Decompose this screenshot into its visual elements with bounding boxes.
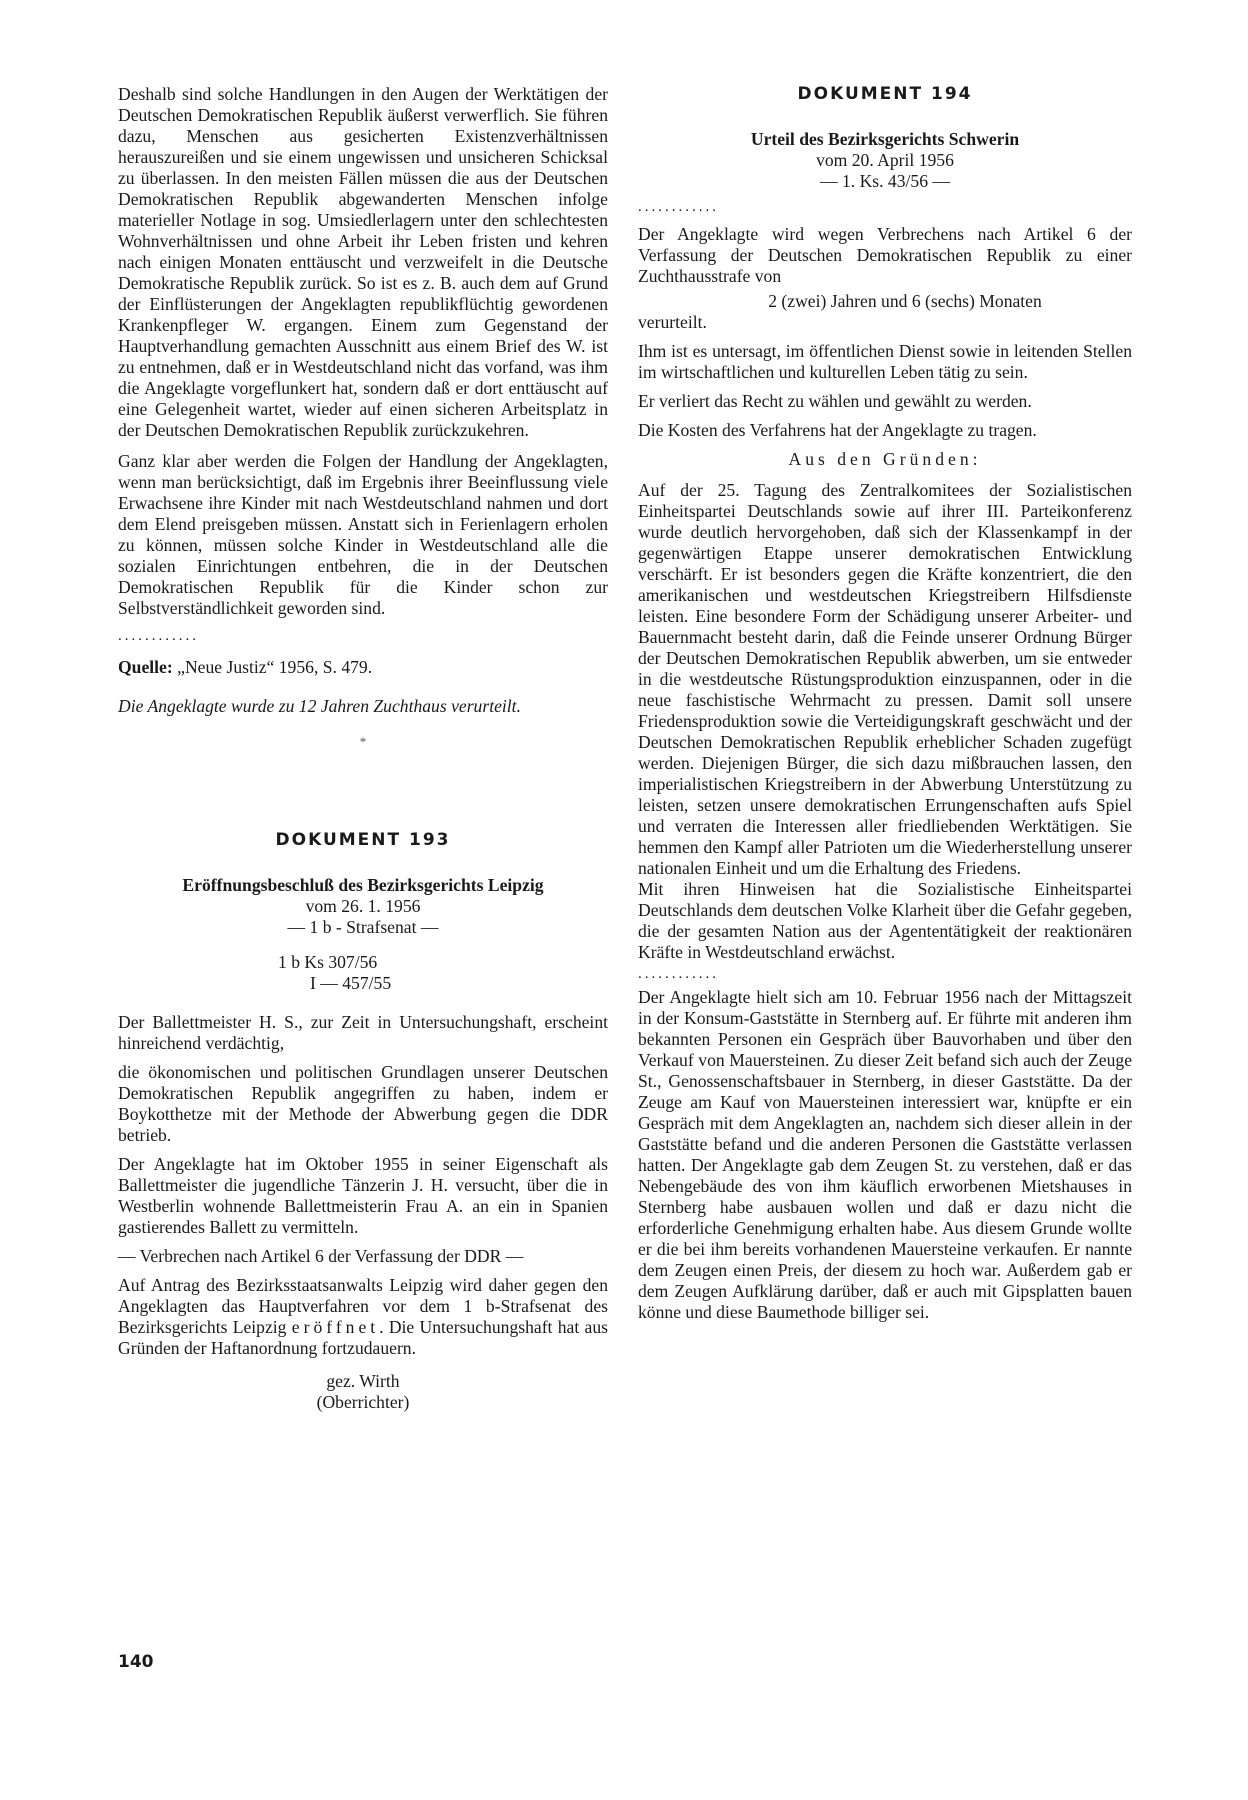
- paragraph: verurteilt.: [638, 312, 707, 332]
- paragraph: Die Kosten des Verfahrens hat der Angeklagte zu tragen.: [638, 420, 1037, 440]
- court-title: Eröffnungsbeschluß des Bezirksgerichts Leipzig: [182, 875, 544, 895]
- paragraph: Er verliert das Recht zu wählen und gewählt zu werden.: [638, 391, 1032, 411]
- source-label: Quelle:: [118, 657, 173, 677]
- paragraph: Ihm ist es untersagt, im öffentlichen Dienst sowie in leitenden Stellen im wirtschaftlichen und kulturellen Leben tätig zu sein.: [638, 341, 1132, 382]
- signature-title: (Oberrichter): [316, 1392, 410, 1412]
- source-text: „Neue Justiz“ 1956, S. 479.: [177, 657, 373, 677]
- senate-label: — 1 b - Strafsenat —: [287, 917, 439, 937]
- decision-date: vom 20. April 1956: [816, 150, 954, 170]
- document-193-heading: DOKUMENT 193: [275, 830, 451, 850]
- ellipsis-dots: ............: [638, 199, 719, 215]
- sentence-term: 2 (zwei) Jahren und 6 (sechs) Monaten: [768, 291, 1042, 311]
- ellipsis-dots: ............: [638, 966, 719, 982]
- case-ref-1: 1 b Ks 307/56: [278, 952, 378, 972]
- paragraph: Der Ballettmeister H. S., zur Zeit in Untersuchungshaft, erscheint hinreichend verdächtig,: [118, 1012, 608, 1053]
- case-ref-2: I — 457/55: [310, 973, 392, 993]
- right-column: [638, 84, 1132, 1331]
- verdict-note: Die Angeklagte wurde zu 12 Jahren Zuchthaus verurteilt.: [118, 696, 521, 716]
- document-194-heading: DOKUMENT 194: [797, 84, 973, 104]
- paragraph: Mit ihren Hinweisen hat die Sozialistische Einheitspartei Deutschlands dem deutschen Volke Klarheit über die Gefahr gegeben, die der gesamten Nation aus der Agententätigkeit der reaktionären Kräfte in Westdeutschland erwächst.: [638, 879, 1132, 962]
- ellipsis-dots: ............: [118, 628, 199, 644]
- decision-date: vom 26. 1. 1956: [305, 896, 421, 916]
- paragraph: Ganz klar aber werden die Folgen der Handlung der Angeklagten, wenn man berücksichtigt, daß im Ergebnis ihrer Beeinflussung viele Erwachsene ihre Kinder mit nach Westdeutschland nahmen und dort dem Elend preisgeben müssen. Anstatt sich in Ferienlagern erholen zu können, müssen solche Kinder in Westdeutschland alle die sozialen Einrichtungen entbehren, die in der Deutschen Demokratischen Republik für die Kinder schon zur Selbstverständlichkeit geworden sind.: [118, 451, 608, 618]
- paragraph: [118, 1275, 608, 1359]
- separator-star: *: [359, 734, 367, 749]
- case-reference: — 1. Ks. 43/56 —: [819, 171, 950, 191]
- left-column: [118, 84, 608, 1413]
- signature: gez. Wirth: [326, 1371, 400, 1391]
- text-fragment: Auf Antrag des Bezirksstaatsanwalts Leipzig wird daher gegen den Angeklagten das Hauptverfahren vor dem 1 b-Strafsenat des Bezirksgerichts Leipzig: [118, 1275, 608, 1337]
- page-number: 140: [118, 1652, 154, 1672]
- paragraph: Deshalb sind solche Handlungen in den Augen der Werktätigen der Deutschen Demokratischen Republik äußerst verwerflich. Sie führen dazu, Menschen aus gesicherten Existenzverhältnissen herauszureißen und sie einem ungewissen und unsicheren Schicksal zu überlassen. In den meisten Fällen müssen die aus der Deutschen Demokratischen Republik abgewanderten Menschen infolge materieller Notlage in sog. Umsiedlerlagern unter den schlechtesten Wohnverhältnissen und ohne Arbeit ihr Leben fristen und kehren nach einigen Monaten enttäuscht und verzweifelt in die Deutsche Demokratische Republik zurück. So ist es z. B. auch dem auf Grund der Einflüsterungen der Angeklagten republikflüchtig gewordenen Krankenpfleger W. ergangen. Einem zum Gegenstand der Hauptverhandlung gemachten Ausschnitt aus einem Brief des W. ist zu entnehmen, daß er in Westdeutschland nicht das vorfand, was ihm die Angeklagte vorgeflunkert hat, sondern daß er dort enttäuscht auf eine Gelegenheit wartet, wieder auf einen sicheren Arbeitsplatz in der Deutschen Demokratischen Republik zurückzukehren.: [118, 84, 608, 440]
- paragraph: Auf der 25. Tagung des Zentralkomitees der Sozialistischen Einheitspartei Deutschlands sowie auf ihrer III. Parteikonferenz wurde deutlich hervorgehoben, daß sich der Klassenkampf in der gegenwärtigen Etappe unserer demokratischen Entwicklung verschärft. Er ist besonders gegen die Kräfte konzentriert, die den amerikanischen und westdeutschen Kriegstreibern Hilfsdienste leisten. Eine besondere Form der Schädigung unserer Arbeiter- und Bauernmacht besteht darin, daß die Feinde unserer Ordnung Bürger der Deutschen Demokratischen Republik abwerben, um sie entweder in die westdeutsche Rüstungsproduktion einzuspannen, oder in die neue faschistische Wehrmacht zu pressen. Damit soll unsere Friedensproduktion sowie die Verteidigungskraft geschwächt und der Deutschen Demokratischen Republik erheblicher Schaden zugefügt werden. Diejenigen Bürger, die sich dazu mißbrauchen lassen, den imperialistischen Kriegstreibern in der Abwerbung Unterstützung zu leisten, setzen unsere demokratischen Errungenschaften aufs Spiel und verraten die Interessen aller friedliebenden Werktätigen. Sie hemmen den Kampf aller Patrioten um die Wiederherstellung unserer nationalen Einheit und um die Erhaltung des Friedens.: [638, 480, 1132, 878]
- source-citation: [118, 657, 608, 678]
- paragraph: — Verbrechen nach Artikel 6 der Verfassung der DDR —: [118, 1246, 524, 1266]
- case-reference: [118, 952, 608, 994]
- paragraph: Der Angeklagte hat im Oktober 1955 in seiner Eigenschaft als Ballettmeister die jugendliche Tänzerin J. H. versucht, über die in Westberlin wohnende Ballettmeisterin Frau A. an ein in Spanien gastierendes Ballett zu vermitteln.: [118, 1154, 608, 1237]
- paragraph: Der Angeklagte hielt sich am 10. Februar 1956 nach der Mittagszeit in der Konsum-Gaststätte in Sternberg auf. Er führte mit anderen ihm bekannten Personen ein Gespräch über Bauvorhaben und über den Verkauf von Mauersteinen. Zu dieser Zeit befand sich auch der Zeuge St., Genossenschaftsbauer in Sternberg, in dieser Gaststätte. Da der Zeuge am Kauf von Mauersteinen interessiert war, knüpfte er ein Gespräch mit dem Angeklagten an, nachdem sich dieser allein in der Gaststätte befand und die anderen Personen die Gaststätte verlassen hatten. Der Angeklagte gab dem Zeugen St. zu verstehen, daß er das Nebengebäude des von ihm käuflich erworbenen Mietshauses in Sternberg habe ausbauen wollen und daß er dazu nicht die erforderliche Genehmigung erhalten habe. Aus diesem Grunde wollte er die bei ihm bereits vorhandenen Mauersteine verkaufen. Er nannte dem Zeugen einen Preis, der diesem zu hoch war. Außerdem gab er dem Zeugen Aufklärung darüber, daß er auch mit Gipsplatten bauen könne und diese Baumethode billiger sei.: [638, 987, 1132, 1322]
- court-title: Urteil des Bezirksgerichts Schwerin: [750, 129, 1020, 149]
- paragraph: die ökonomischen und politischen Grundlagen unserer Deutschen Demokratischen Republik angegriffen zu haben, indem er Boykotthetze mit der Methode der Abwerbung gegen die DDR betrieb.: [118, 1062, 608, 1145]
- spaced-word: eröffnet: [291, 1317, 380, 1337]
- text-fragment: . Die Untersuchungshaft hat aus Gründen der Haftanordnung fortzudauern.: [118, 1317, 608, 1358]
- reasons-heading: Aus den Gründen:: [788, 449, 982, 469]
- paragraph: Der Angeklagte wird wegen Verbrechens nach Artikel 6 der Verfassung der Deutschen Demokratischen Republik zu einer Zuchthausstrafe von: [638, 224, 1132, 286]
